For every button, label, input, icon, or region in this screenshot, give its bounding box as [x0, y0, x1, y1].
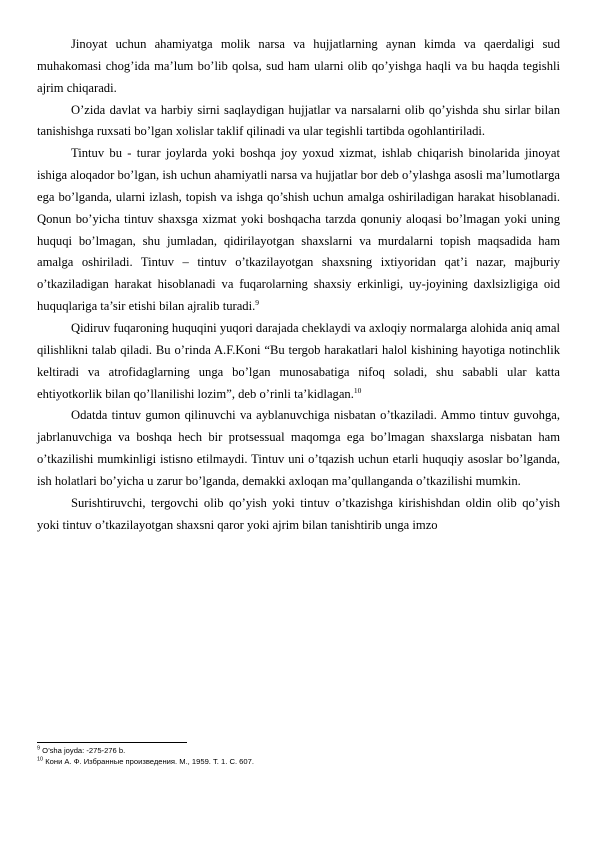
- footnote-number: 10: [37, 755, 44, 762]
- footnote-text: O’sha joyda: -275-276 b.: [40, 746, 126, 755]
- paragraph-text: Surishtiruvchi, tergovchi olib qo’yish yoki tintuv o’tkazishga kirishishdan oldin olib qo’yish yoki tintuv o’tkazilayotgan shaxsni qaror yoki ajrim bilan tanishtirib unga imzo: [37, 495, 560, 532]
- footnote-10: [37, 757, 560, 768]
- footnote-separator: [37, 742, 187, 743]
- paragraph-1: [37, 34, 560, 100]
- paragraph-4: [37, 318, 560, 405]
- footnote-number: 9: [37, 745, 41, 752]
- footnote-ref-10[interactable]: 10: [353, 385, 362, 395]
- paragraph-2: [37, 100, 560, 144]
- footnote-9: [37, 746, 560, 757]
- paragraph-text: O’zida davlat va harbiy sirni saqlaydigan hujjatlar va narsalarni olib qo’yishda shu sirlar bilan tanishishga ruxsati bo’lgan xolislar taklif qilinadi va ular tegishli tartibda ogohlantiriladi.: [37, 102, 560, 139]
- body-text: [37, 34, 560, 536]
- footnotes: [37, 746, 560, 767]
- paragraph-text: Odatda tintuv gumon qilinuvchi va ayblanuvchiga nisbatan o’tkaziladi. Ammo tintuv guvohga, jabrlanuvchiga va boshqa hech bir protsessual maqomga ega bo’lmagan shaxslarga nisbatan ham o’tkazilishi mumkinligi istisno etilmaydi. Tintuv uni o’tqazish uchun etarli huquqiy asoslar bo’lganda, ish holatlari bo’yicha u zarur bo’lganda, demakki axloqan ma’qullanganda o’tkazilishi mumkin.: [37, 408, 560, 488]
- paragraph-text: Tintuv bu - turar joylarda yoki boshqa joy yoxud xizmat, ishlab chiqarish binolarida jinoyat ishiga aloqador bo’lgan, ish uchun ahamiyatli narsa va hujjatlar bor deb o’ylashga asosli ma’lumotlarga ega bo’lganda, ularni izlash, topish va ishga qo’shish uchun amalga oshiriladigan harakat hisoblanadi. Qonun bo’yicha tintuv shaxsga xizmat yoki boshqacha tarzda qonuniy aloqasi bo’lmagan yoki uning huquqi bo’lmagan, shu jumladan, qidirilayotgan shaxslarni va murdalarni topish maqsadida ham amalga oshiriladi. Tintuv – tintuv o’tkazilayotgan shaxsning ixtiyoridan qat’i nazar, majburiy o’tkaziladigan harakat hisoblanadi va fuqarolarning shaxsiy erkinligi, uy-joyining daxlsizligiga oid huquqlariga ta’sir etishi bilan ajralib turadi.: [37, 146, 560, 314]
- paragraph-6: [37, 493, 560, 537]
- footnote-ref-9[interactable]: 9: [255, 297, 259, 307]
- footnote-text: Кони А. Ф. Избранные произведения. М., 1959. Т. 1. С. 607.: [43, 756, 254, 766]
- paragraph-3: [37, 143, 560, 318]
- paragraph-text: Jinoyat uchun ahamiyatga molik narsa va hujjatlarning aynan kimda va qaerdaligi sud muhakomasi chog’ida ma’lum bo’lib qolsa, sud ham ularni olib qo’yishga haqli va bu haqda tegishli ajrim chiqaradi.: [37, 37, 560, 95]
- paragraph-text: Qidiruv fuqaroning huquqini yuqori darajada cheklaydi va axloqiy normalarga alohida aniq amal qilishlikni talab qiladi. Bu o’rinda A.F.Koni “Bu tergob harakatlari halol kishining hayotiga notinchlik keltiradi va atrofidaglarning unga bo’lgan munosabatiga nifoq soladi, shu sababli ular katta ehtiyotkorlik bilan qo’llanilishi lozim”, deb o’rinli ta’kidlagan.: [37, 320, 560, 401]
- paragraph-5: [37, 405, 560, 492]
